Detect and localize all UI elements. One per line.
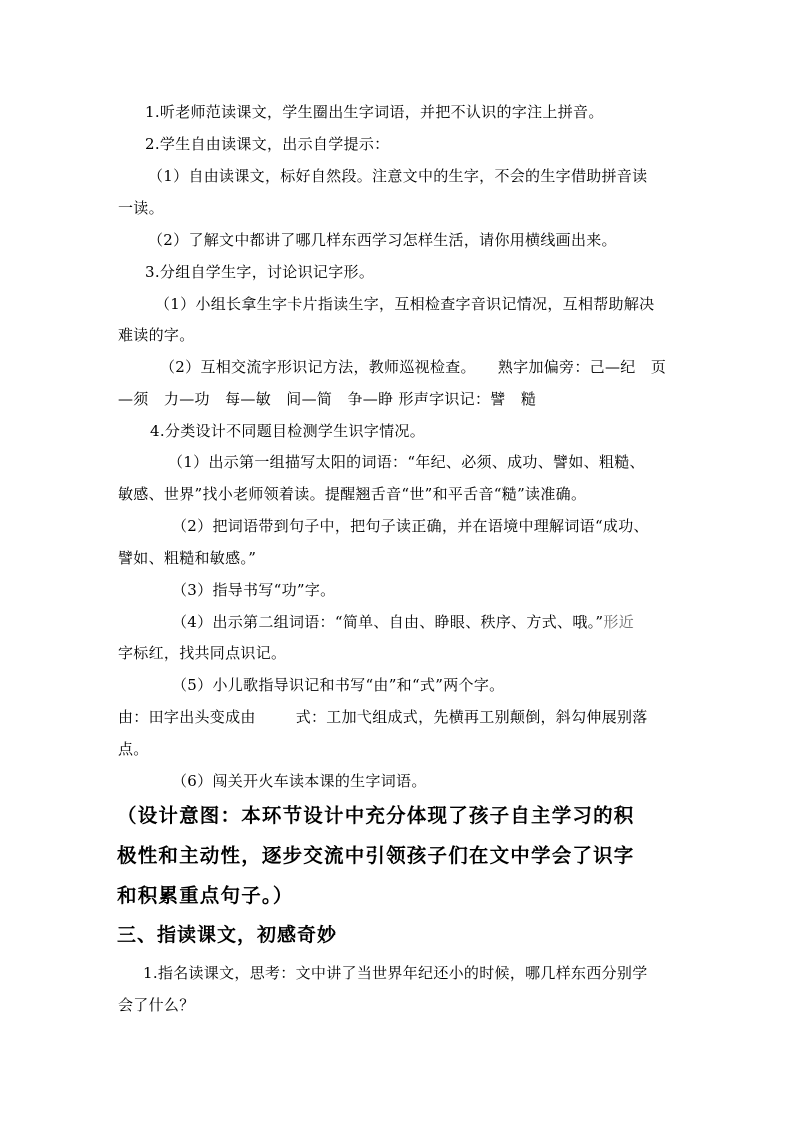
para-section3-1: 1.指名读课文，思考：文中讲了当世界年纪还小的时候，哪几样东西分别学 xyxy=(143,964,648,982)
para-step-2-2: （2）了解文中都讲了哪几样东西学习怎样生活，请你用横线画出来。 xyxy=(148,231,617,249)
para-step-4-2: （2）把词语带到句子中，把句子读正确，并在语境中理解词语“成功、 xyxy=(172,517,649,535)
para-step-2-1-cont: 一读。 xyxy=(118,199,164,217)
design-intent-line-2: 极性和主动性，逐步交流中引领孩子们在文中学会了识字 xyxy=(117,844,635,867)
para-step-3-2 xyxy=(160,357,666,377)
para-step-2: 2.学生自由读课文，出示自学提示： xyxy=(145,135,390,153)
para-step-4-2-cont: 譬如、粗糙和敏感。” xyxy=(118,549,257,567)
para-section3-1-cont: 会了什么？ xyxy=(118,996,195,1014)
para-step-4-4-gray: 形近 xyxy=(603,613,634,631)
para-step-1: 1.听老师范读课文，学生圈出生字词语，并把不认识的字注上拼音。 xyxy=(145,103,604,121)
para-step-3-1: （1）小组长拿生字卡片指读生字，互相检查字音识记情况，互相帮助解决 xyxy=(155,295,655,313)
section-heading-3: 三、指读课文，初感奇妙 xyxy=(117,924,338,946)
para-step-4-6: （6）闯关开火车读本课的生字词语。 xyxy=(172,772,427,790)
para-step-3-2-cont: —须 力—功 每—敏 间—简 争—睁 形声字识记：譬 糙 xyxy=(118,390,537,408)
para-song-you: 由：田字出头变成由 xyxy=(118,708,256,726)
para-step-3-1-cont: 难读的字。 xyxy=(118,326,195,344)
para-step-4-3: （3）指导书写“功”字。 xyxy=(172,581,336,599)
para-step-4-4-cont: 字标红，找共同点识记。 xyxy=(118,644,287,662)
para-step-4: 4.分类设计不同题目检测学生识字情况。 xyxy=(150,422,426,440)
para-song-shi: 式：工加弋组成式，先横再工别颠倒，斜勾伸展别落 xyxy=(295,708,648,726)
design-intent-line-1: （设计意图：本环节设计中充分体现了孩子自主学习的积 xyxy=(117,804,635,827)
para-step-2-1: （1）自由读课文，标好自然段。注意文中的生字，不会的生字借助拼音读 xyxy=(148,167,648,185)
para-song-cont: 点。 xyxy=(118,740,149,758)
para-step-4-4 xyxy=(172,612,634,632)
para-step-3: 3.分组自学生字，讨论识记字形。 xyxy=(145,263,375,281)
design-intent-line-3: 和积累重点句子。） xyxy=(117,884,294,907)
para-step-4-1: （1）出示第一组描写太阳的词语：“年纪、必须、成功、譬如、粗糙、 xyxy=(168,453,645,471)
para-step-3-2-text: （2）互相交流字形识记方法，教师巡视检查。 xyxy=(160,358,476,376)
para-step-4-1-cont: 敏感、世界”找小老师领着读。提醒翘舌音“世”和平舌音“糙”读准确。 xyxy=(118,485,587,503)
para-song xyxy=(118,707,648,727)
para-step-4-4-text: （4）出示第二组词语：“简单、自由、睁眼、秩序、方式、哦。” xyxy=(172,613,604,631)
para-step-4-5: （5）小儿歌指导识记和书写“由”和“式”两个字。 xyxy=(172,676,505,694)
para-step-3-2-shuzi: 熟字加偏旁：己—纪 页 xyxy=(497,358,667,376)
